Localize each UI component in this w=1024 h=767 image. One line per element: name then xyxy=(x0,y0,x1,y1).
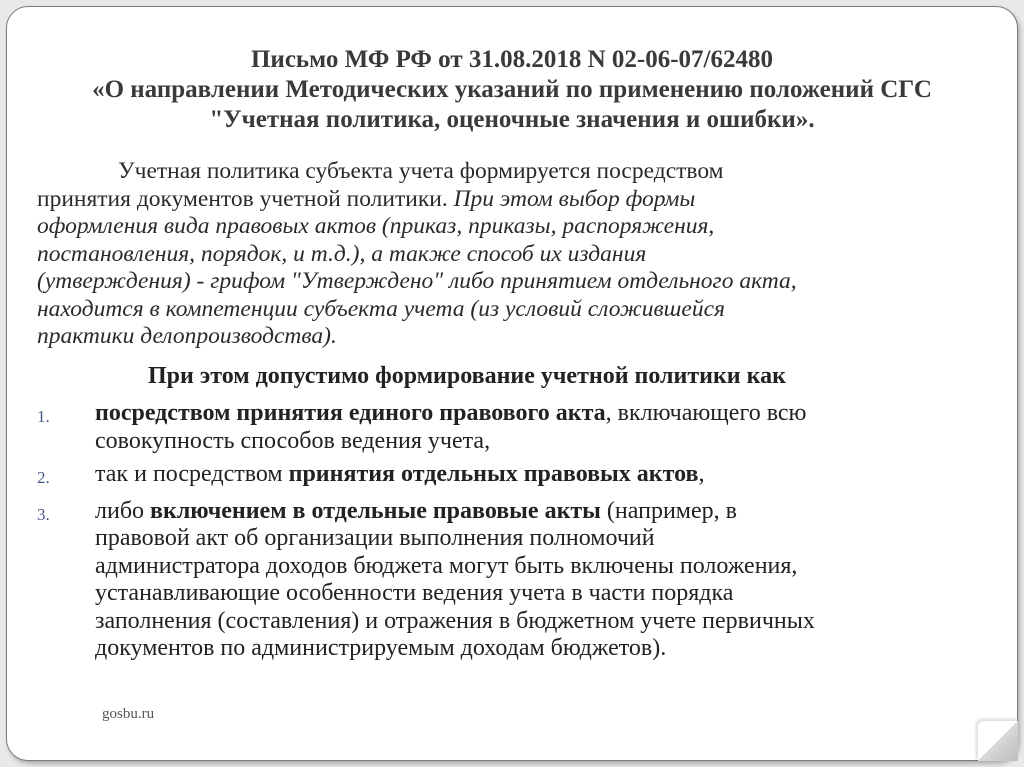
list-item-3-bold: включением в отдельные правовые акты xyxy=(150,497,601,524)
list-item-2 xyxy=(0,461,1000,489)
list-item-1-rest-1: , включающего всю xyxy=(605,400,807,426)
intro-italic-4: постановления, порядок, и т.д.), а также способ их издания xyxy=(37,240,647,267)
footer-source-link: gosbu.ru xyxy=(102,706,155,722)
list-number-3: 3. xyxy=(37,504,50,524)
page-curl-corner xyxy=(978,721,1018,761)
list-lead-heading: При этом допустимо формирование учетной политики как xyxy=(148,363,786,389)
slide-title xyxy=(0,45,1024,135)
list-item-1-bold: посредством принятия единого правового акта xyxy=(95,400,606,426)
list-item-1-rest-2: совокупность способов ведения учета, xyxy=(95,427,491,454)
list-item-3-rest-4: устанавливающие особенности ведения учета в части порядка xyxy=(95,580,734,606)
intro-italic-6: находится в компетенции субъекта учета (из условий сложившейся xyxy=(37,295,725,322)
list-item-2-rest: , xyxy=(698,461,705,487)
list-number-1: 1. xyxy=(37,407,50,426)
list-item-2-pre: так и посредством xyxy=(95,461,289,487)
list-item-3-rest-1: (например, в xyxy=(600,497,737,524)
list-item-3-rest-2: правовой акт об организации выполнения полномочий xyxy=(95,525,655,551)
title-line-3: "Учетная политика, оценочные значения и ошибки». xyxy=(209,106,815,133)
list-item-3 xyxy=(0,498,1000,663)
intro-text-2: принятия документов учетной политики. xyxy=(37,185,448,212)
list-item-1 xyxy=(0,400,1000,455)
title-line-2: «О направлении Методических указаний по применению положений СГС xyxy=(92,76,932,103)
numbered-list xyxy=(0,400,1000,663)
title-line-1: Письмо МФ РФ от 31.08.2018 N 02-06-07/62480 xyxy=(250,46,774,73)
list-number-2: 2. xyxy=(37,468,50,487)
list-item-2-bold: принятия отдельных правовых актов xyxy=(288,461,699,487)
intro-italic-2: При этом выбор формы xyxy=(447,185,696,212)
intro-italic-7: практики делопроизводства). xyxy=(37,323,337,349)
list-item-3-rest-6: документов по администрируемым доходам бюджетов). xyxy=(95,635,667,661)
intro-text-1: Учетная политика субъекта учета формируется посредством xyxy=(118,158,724,184)
intro-paragraph xyxy=(37,158,977,351)
list-item-3-rest-5: заполнения (составления) и отражения в бюджетном учете первичных xyxy=(95,607,815,634)
intro-italic-5: (утверждения) - грифом "Утверждено" либо принятием отдельного акта, xyxy=(37,268,797,294)
list-item-3-rest-3: администратора доходов бюджета могут быть включены положения, xyxy=(95,552,798,579)
list-item-3-pre: либо xyxy=(95,497,151,524)
intro-italic-3: оформления вида правовых актов (приказ, приказы, распоряжения, xyxy=(37,213,715,239)
